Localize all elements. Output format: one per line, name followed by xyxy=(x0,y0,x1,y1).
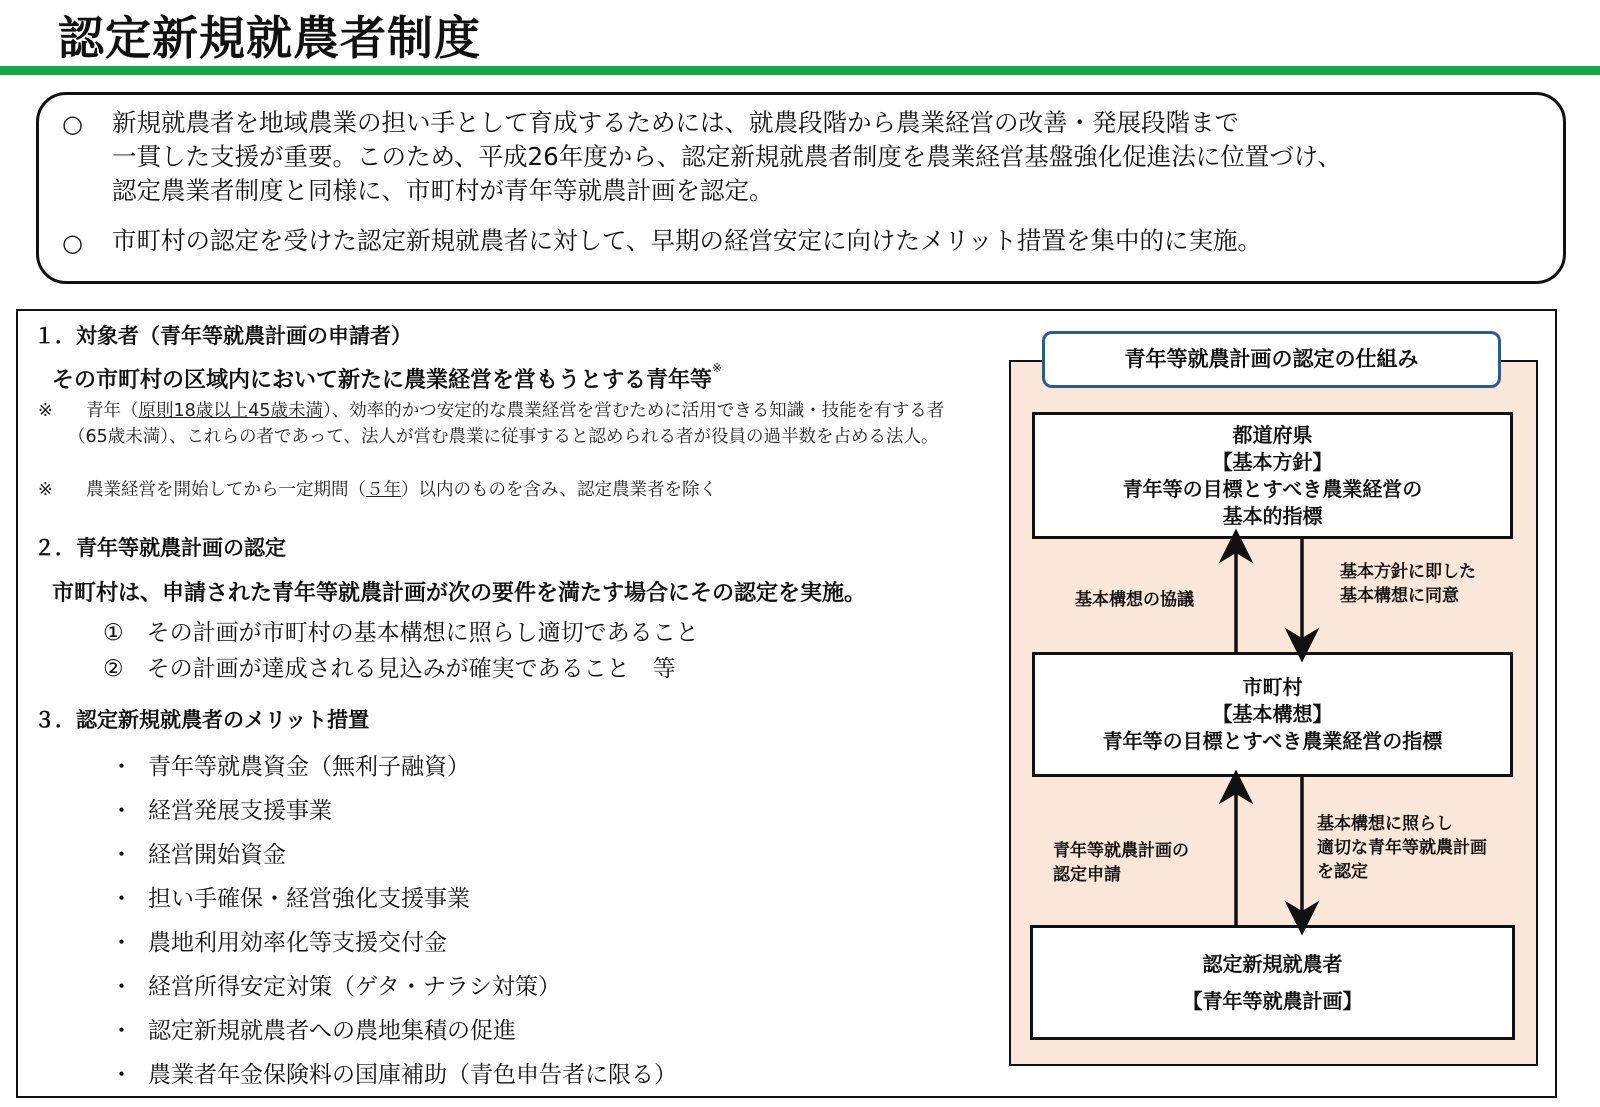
summary-line: 市町村の認定を受けた認定新規就農者に対して、早期の経営安定に向けたメリット措置を集中的に実施。 xyxy=(112,226,1263,255)
section1-note2: ※ 農業経営を開始してから一定期間（５年）以内のものを含み、認定農業者を除く xyxy=(38,477,978,503)
arrow-label-consult: 基本構想の協議 xyxy=(1075,590,1194,610)
summary-line: 認定農業者制度と同様に、市町村が青年等就農計画を認定。 xyxy=(112,176,774,205)
summary-line: 一貫した支援が重要。このため、平成26年度から、認定新規就農者制度を農業経営基盤強化促進法に位置づけ、 xyxy=(112,142,1342,171)
requirement-item: ① その計画が市町村の基本構想に照らし適切であること xyxy=(103,620,699,646)
footnote-mark: ※ xyxy=(712,361,723,375)
section2-subheading: 市町村は、申請された青年等就農計画が次の要件を満たす場合にその認定を実施。 xyxy=(52,581,867,606)
arrow-label-certify: 基本構想に照らし 適切な青年等就農計画 を認定 xyxy=(1317,814,1487,882)
bullet-circle: ○ xyxy=(62,229,83,257)
farmer-node: 認定新規就農者 【青年等就農計画】 xyxy=(1030,925,1515,1040)
note-mark: ※ xyxy=(38,480,53,500)
bullet-circle: ○ xyxy=(62,110,83,138)
section2-heading: ２．青年等就農計画の認定 xyxy=(34,536,286,560)
merit-list-item: ・ 経営開始資金 xyxy=(110,842,286,868)
section1-note1: ※ 青年（原則18歳以上45歳未満）、効率的かつ安定的な農業経営を営むために活用できる知識・技能を有する者（65歳未満）、これらの者であって、法人が営む農業に従事すると認められる者が役員の過半数を占める法人。 xyxy=(38,398,978,450)
page-title: 認定新規就農者制度 xyxy=(58,11,481,65)
merit-list-item: ・ 経営所得安定対策（ゲタ・ナラシ対策） xyxy=(110,974,561,1000)
merit-list-item: ・ 担い手確保・経営強化支援事業 xyxy=(110,886,470,912)
merit-list-item: ・ 青年等就農資金（無利子融資） xyxy=(110,754,470,780)
municipality-node: 市町村 【基本構想】 青年等の目標とすべき農業経営の指標 xyxy=(1032,652,1513,777)
note-mark: ※ xyxy=(38,401,53,421)
prefecture-node: 都道府県 【基本方針】 青年等の目標とすべき農業経営の 基本的指標 xyxy=(1032,412,1513,539)
section3-heading: ３．認定新規就農者のメリット措置 xyxy=(34,708,370,732)
merit-list-item: ・ 農地利用効率化等支援交付金 xyxy=(110,930,447,956)
summary-line: 新規就農者を地域農業の担い手として育成するためには、就農段階から農業経営の改善・発展段階まで xyxy=(112,108,1239,137)
arrow-label-apply: 青年等就農計画の 認定申請 xyxy=(1053,841,1189,885)
arrow-label-approve: 基本方針に即した 基本構想に同意 xyxy=(1340,562,1476,606)
diagram-title: 青年等就農計画の認定の仕組み xyxy=(1042,331,1501,388)
section1-heading: １．対象者（青年等就農計画の申請者） xyxy=(34,324,412,348)
section1-subheading: その市町村の区域内において新たに農業経営を営もうとする青年等※ xyxy=(52,361,723,393)
merit-list-item: ・ 経営発展支援事業 xyxy=(110,798,332,824)
age-range-underlined: 原則18歳以上45歳未満 xyxy=(138,401,324,421)
merit-list-item: ・ 認定新規就農者への農地集積の促進 xyxy=(110,1018,516,1044)
period-underlined: ５年 xyxy=(366,480,401,500)
merit-list-item: ・ 農業者年金保険料の国庫補助（青色申告者に限る） xyxy=(110,1062,677,1088)
requirement-item: ② その計画が達成される見込みが確実であること 等 xyxy=(103,656,676,682)
